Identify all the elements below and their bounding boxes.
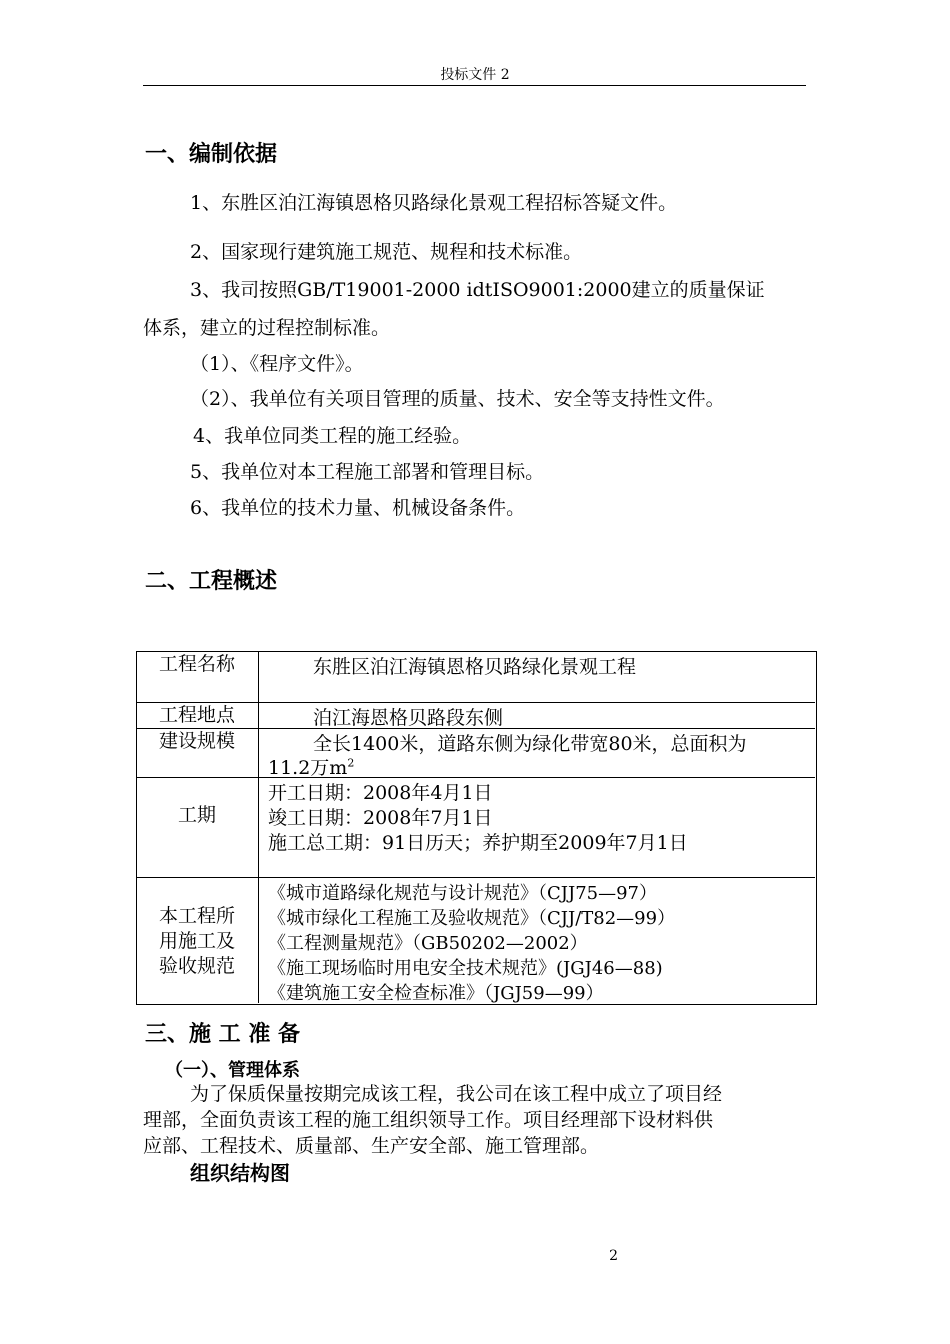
basis-item-6: 6、我单位的技术力量、机械设备条件。 [190, 497, 526, 519]
norms-label-line-1: 本工程所 [158, 905, 235, 927]
basis-item-4: 4、我单位同类工程的施工经验。 [193, 425, 472, 447]
org-chart-title: 组织结构图 [190, 1161, 290, 1185]
total-duration: 施工总工期：91日历天；养护期至2009年7月1日 [268, 832, 688, 854]
section-3-title: 三、施 工 准 备 [145, 1022, 300, 1047]
norm-item-1: 《城市道路绿化规范与设计规范》（CJJ75—97） [268, 883, 658, 904]
project-scale-area: 11.2万m [268, 757, 348, 779]
basis-item-5: 5、我单位对本工程施工部署和管理目标。 [190, 461, 545, 483]
norm-item-4: 《施工现场临时用电安全技术规范》(JGJ46—88) [268, 958, 663, 979]
page-number: 2 [609, 1248, 618, 1264]
project-period-label: 工期 [177, 804, 216, 826]
completion-date: 竣工日期：2008年7月1日 [268, 807, 493, 829]
basis-item-3-cont: 体系，建立的过程控制标准。 [143, 317, 391, 339]
project-scale-label: 建设规模 [158, 730, 235, 752]
basis-item-1: 1、东胜区泊江海镇恩格贝路绿化景观工程招标答疑文件。 [190, 192, 678, 214]
table-row-divider [136, 877, 815, 878]
section-2-title: 二、工程概述 [145, 569, 278, 594]
project-name-label: 工程名称 [158, 653, 235, 675]
management-paragraph-line-3: 应部、工程技术、质量部、生产安全部、施工管理部。 [143, 1135, 600, 1157]
norms-label-line-2: 用施工及 [158, 930, 235, 952]
basis-item-2: 2、国家现行建筑施工规范、规程和技术标准。 [190, 241, 583, 263]
norm-item-3: 《工程测量规范》（GB50202—2002） [268, 933, 588, 954]
page-header-title: 投标文件 2 [440, 67, 510, 83]
norm-item-2: 《城市绿化工程施工及验收规范》（CJJ/T82—99） [268, 908, 676, 929]
project-name-value: 东胜区泊江海镇恩格贝路绿化景观工程 [313, 656, 637, 678]
project-location-value: 泊江海恩格贝路段东侧 [313, 707, 504, 729]
header-rule [143, 85, 806, 86]
project-scale-line-1: 全长1400米，道路东侧为绿化带宽80米，总面积为 [313, 733, 747, 755]
basis-item-3-2: （2）、我单位有关项目管理的质量、技术、安全等支持性文件。 [190, 388, 725, 410]
project-scale-line-2 [268, 753, 354, 780]
area-unit-superscript: 2 [347, 756, 355, 770]
management-paragraph-line-2: 理部，全面负责该工程的施工组织领导工作。项目经理部下设材料供 [143, 1109, 714, 1131]
basis-item-3-1: （1）、《程序文件》。 [190, 353, 364, 375]
norms-label-line-3: 验收规范 [158, 955, 235, 977]
table-column-divider [258, 651, 259, 1003]
basis-item-3: 3、我司按照GB/T19001-2000 idtISO9001:2000建立的质量保证 [190, 279, 765, 301]
section-1-title: 一、编制依据 [145, 142, 278, 167]
project-location-label: 工程地点 [158, 704, 235, 726]
management-system-subtitle: （一）、管理体系 [165, 1060, 300, 1081]
norm-item-5: 《建筑施工安全检查标准》（JGJ59—99） [268, 983, 604, 1004]
start-date: 开工日期：2008年4月1日 [268, 782, 493, 804]
management-paragraph-line-1: 为了保质保量按期完成该工程，我公司在该工程中成立了项目经 [190, 1083, 723, 1105]
